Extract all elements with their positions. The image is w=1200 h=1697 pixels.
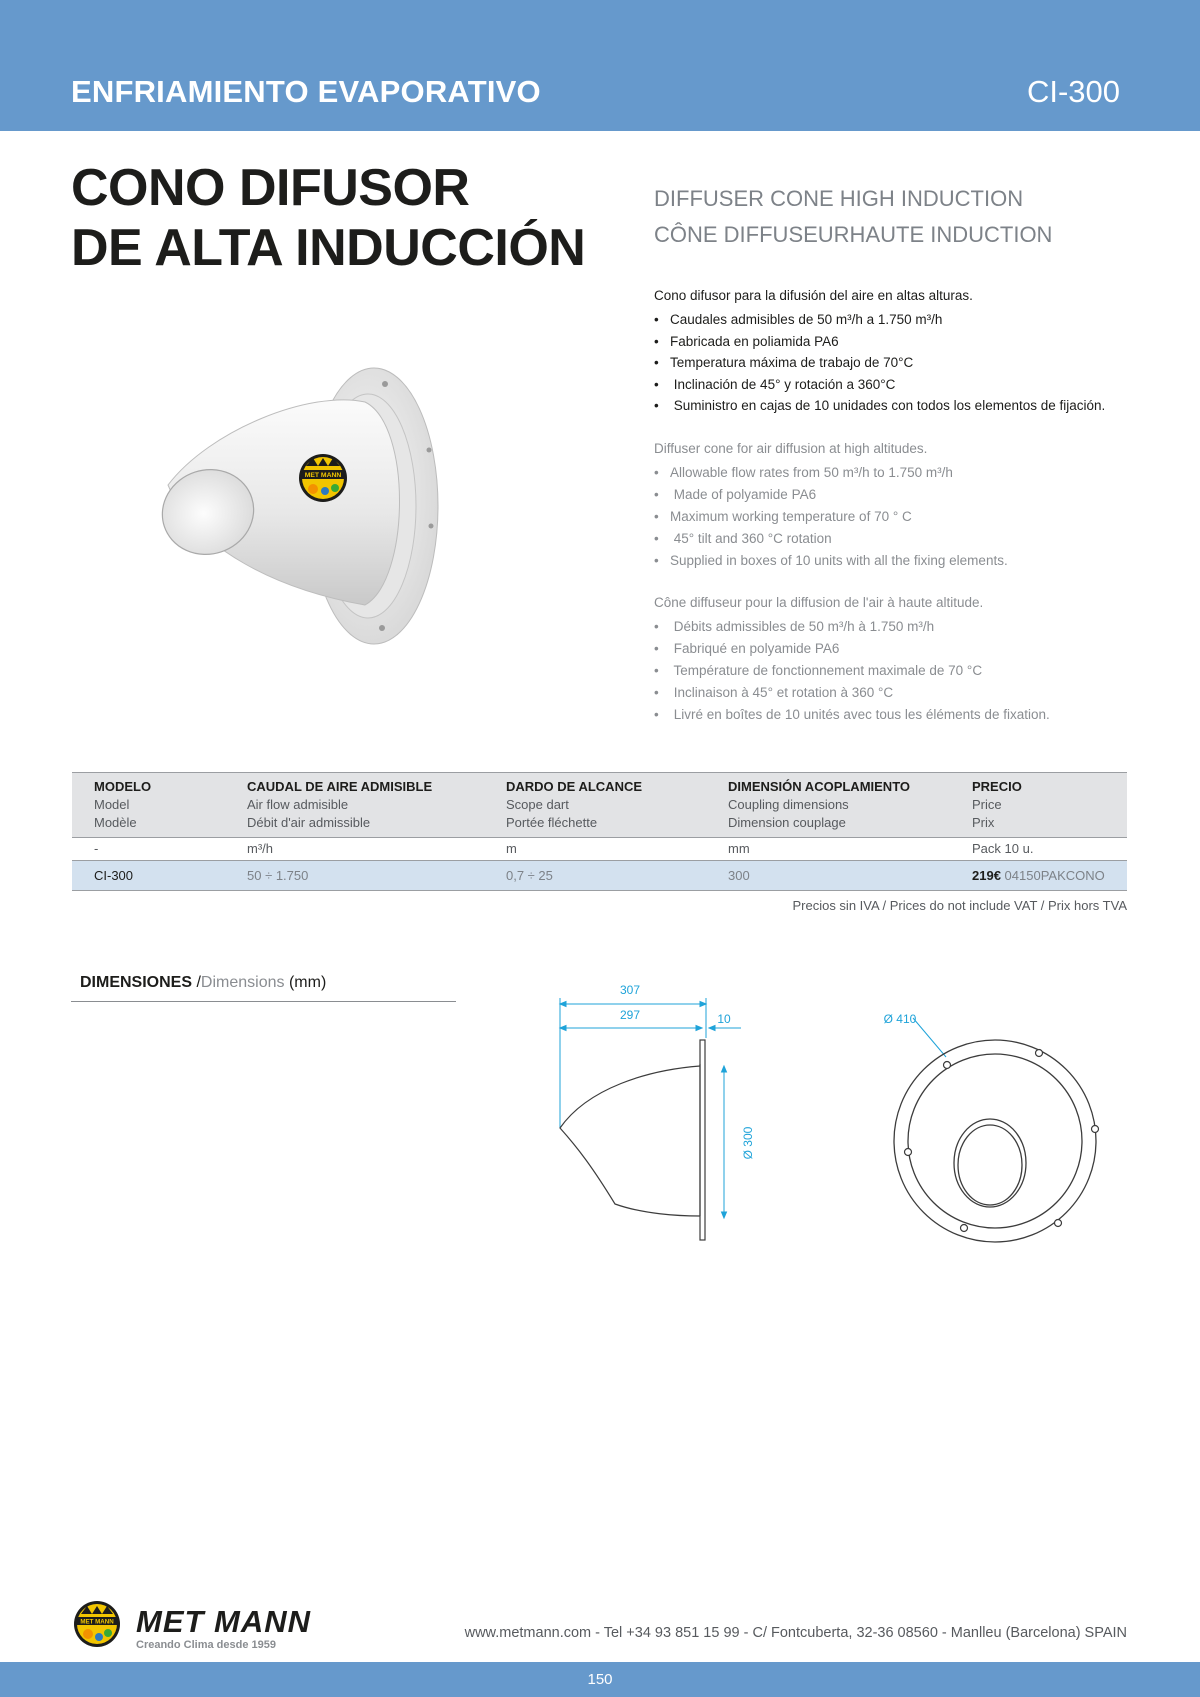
list-item: • Maximum working temperature of 70 ° C [654, 506, 1144, 528]
list-item: • Allowable flow rates from 50 m³/h to 1.750 m³/h [654, 462, 1144, 484]
list-item: • Temperatura máxima de trabajo de 70°C [654, 352, 1144, 374]
column-header-coupling: DIMENSIÓN ACOPLAMIENTO Coupling dimensions Dimension couplage [728, 779, 911, 830]
subtitle-en: DIFFUSER CONE HIGH INDUCTION [654, 186, 1024, 211]
list-item: • Fabriqué en polyamide PA6 [654, 638, 1144, 660]
table-units-row [72, 838, 1127, 861]
list-item: • Livré en boîtes de 10 unités avec tous les éléments de fixation. [654, 704, 1144, 726]
logo-badge-icon [74, 1601, 120, 1647]
spec-table [72, 772, 1127, 891]
model-cell: CI-300 [72, 861, 225, 891]
footer-contact: www.metmann.com - Tel +34 93 851 15 99 - C/ Fontcuberta, 32-36 08560 - Manlleu (Barcelona) SPAIN [464, 1625, 1127, 1641]
description-fr-list [654, 616, 1144, 726]
list-item: • Fabricada en poliamida PA6 [654, 331, 1144, 353]
list-item: • Débits admissibles de 50 m³/h à 1.750 m³/h [654, 616, 1144, 638]
list-item: • Température de fonctionnement maximale de 70 °C [654, 660, 1144, 682]
dimension-10: 10 [717, 1012, 731, 1026]
title-line-1: CONO DIFUSOR [71, 159, 470, 217]
met-mann-logo [72, 1598, 352, 1650]
met-mann-badge-icon [299, 454, 347, 502]
list-item: • Made of polyamide PA6 [654, 484, 1144, 506]
coupling-cell: 300 [706, 861, 950, 891]
column-header-model: MODELO Model Modèle [94, 779, 152, 830]
vat-note: Precios sin IVA / Prices do not include VAT / Prix hors TVA [792, 898, 1127, 913]
dimension-307: 307 [619, 983, 641, 997]
dimension-297: 297 [619, 1008, 641, 1022]
description-es [654, 288, 1144, 417]
unit-cell: - [72, 838, 225, 861]
page-title [71, 158, 585, 278]
unit-cell: mm [706, 838, 950, 861]
air-flow-cell: 50 ÷ 1.750 [225, 861, 484, 891]
list-item: • Caudales admisibles de 50 m³/h a 1.750 m³/h [654, 309, 1144, 331]
column-header-price: PRECIO Price Prix [972, 779, 1022, 830]
description-fr [654, 595, 1144, 726]
logo-tagline: Creando Clima desde 1959 [136, 1639, 277, 1650]
table-row [72, 861, 1127, 891]
dimensions-divider [71, 1001, 456, 1002]
dimensions-heading: DIMENSIONES /Dimensions (mm) [80, 974, 327, 991]
description-es-intro: Cono difusor para la difusión del aire en altas alturas. [654, 288, 973, 303]
description-en-list [654, 462, 1144, 572]
side-view-drawing [548, 978, 763, 1248]
unit-cell: m³/h [225, 838, 484, 861]
title-line-2: DE ALTA INDUCCIÓN [71, 219, 586, 277]
table-header-row [72, 773, 1127, 838]
subtitle [654, 181, 1052, 253]
price-value: 219€ [972, 868, 1001, 883]
description-en [654, 441, 1144, 572]
list-item: • 45° tilt and 360 °C rotation [654, 528, 1144, 550]
unit-cell: m [484, 838, 706, 861]
svg-text:MET MANN: MET MANN [80, 1618, 114, 1626]
logo-wordmark: MET MANN [136, 1604, 312, 1639]
column-header-air-flow: CAUDAL DE AIRE ADMISIBLE Air flow admisible Débit d'air admissible [247, 779, 433, 830]
price-cell [950, 861, 1127, 891]
list-item: • Supplied in boxes of 10 units with all the fixing elements. [654, 550, 1144, 572]
section-title: ENFRIAMIENTO EVAPORATIVO [71, 74, 541, 109]
product-code: CI-300 [1026, 74, 1120, 109]
scope-cell: 0,7 ÷ 25 [484, 861, 706, 891]
svg-text:MET MANN: MET MANN [304, 472, 342, 479]
list-item: • Inclinación de 45° y rotación a 360°C [654, 374, 1144, 396]
column-header-scope: DARDO DE ALCANCE Scope dart Portée fléchette [506, 779, 643, 830]
product-photo [160, 360, 460, 660]
dimension-diameter-300: Ø 300 [741, 1126, 755, 1160]
unit-cell: Pack 10 u. [950, 838, 1127, 861]
front-view-drawing [878, 1003, 1108, 1251]
dimension-diameter-410: Ø 410 [883, 1012, 917, 1026]
header-bar [0, 0, 1200, 131]
price-reference: 04150PAKCONO [1004, 868, 1105, 883]
list-item: • Suministro en cajas de 10 unidades con todos los elementos de fijación. [654, 395, 1144, 417]
description-fr-intro: Cône diffuseur pour la diffusion de l'air à haute altitude. [654, 595, 984, 610]
description-es-list [654, 309, 1144, 417]
list-item: • Inclinaison à 45° et rotation à 360 °C [654, 682, 1144, 704]
subtitle-fr: CÔNE DIFFUSEURHAUTE INDUCTION [654, 222, 1053, 247]
page-number: 150 [587, 1671, 613, 1688]
description-en-intro: Diffuser cone for air diffusion at high altitudes. [654, 441, 928, 456]
